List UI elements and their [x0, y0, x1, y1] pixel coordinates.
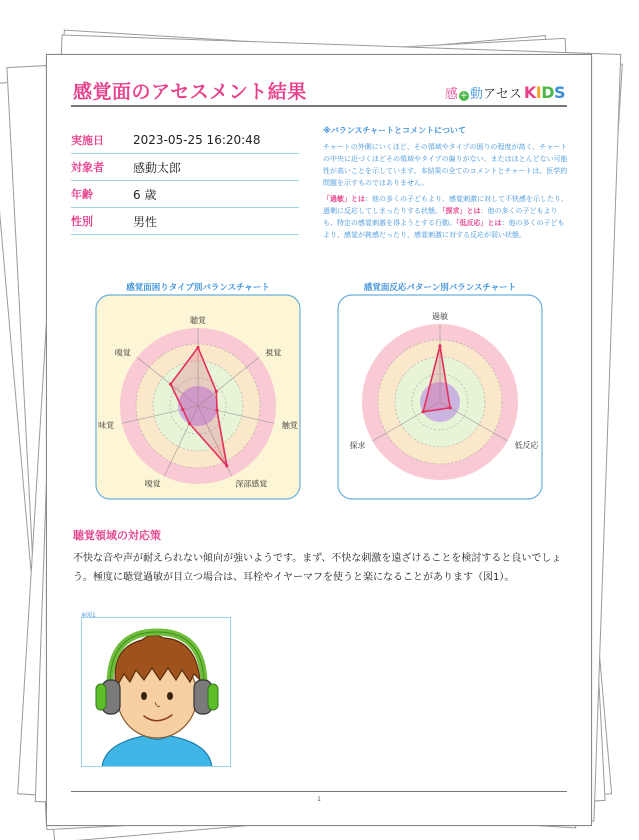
page-title: 感覚面のアセスメント結果: [73, 81, 307, 103]
note-title: ※バランスチャートとコメントについて: [323, 126, 466, 135]
chart1-axis-label: 味覚: [98, 421, 115, 431]
section-body: 不快な音や声が耐えられない傾向が強いようです。まず、不快な刺激を遠ざけることを検討すると良いでしょう。極度に聴覚過敏が目立つ場合は、耳栓やイヤーマフを使うと楽になることがあります（図1）。: [73, 553, 562, 583]
logo-asesu: アセス: [482, 87, 522, 102]
boy-right-eye: [167, 692, 173, 700]
chart2-axis-label: 過敏: [432, 312, 448, 321]
type-balance-radar-chart: [95, 294, 301, 500]
boy-with-earmuffs-illustration: [82, 618, 231, 767]
footer-divider: [71, 791, 567, 792]
chart1-data-point: [188, 422, 191, 425]
chart1-axis-label: 嗅覚: [144, 479, 161, 489]
chart1-title: 感覚面困りタイプ別バランスチャート: [126, 283, 270, 293]
term-tankyu: 「探求」とは: [442, 207, 481, 215]
chart1-data-point: [196, 346, 199, 349]
page-number: 1: [317, 796, 321, 803]
chart2-data-point: [422, 410, 425, 413]
info-row-gender: [71, 208, 299, 235]
term-teihannou: 「低反応」とは: [456, 219, 502, 227]
chart2-data-point: [449, 406, 452, 409]
chart-note: [323, 125, 569, 245]
desc-tankyu: ：他の多くの子どもよりも、特定の感覚刺激を得ようとする行動。: [323, 207, 558, 227]
note-paragraph: チャートの外側にいくほど、その領域やタイプの困りの程度が高く、チャートの中央に近づくほどその領域やタイプの偏りがない、またはほとんどない可能性が高いことを示しています。本結果の全てのコメントとチャートは、医学的問題を示すものではありません。: [323, 143, 568, 187]
info-value: 6 歳: [133, 187, 157, 202]
info-label: 対象者: [71, 161, 104, 174]
chart1-data-point: [181, 408, 184, 411]
chart1-axis-label: 嗅覚: [114, 348, 131, 358]
logo-kids: [524, 83, 565, 102]
chart2-axis-label: 低反応: [514, 441, 539, 450]
chart1-data-point: [169, 383, 172, 386]
info-value: 感動太郎: [133, 160, 182, 175]
chart1-data-point: [215, 390, 218, 393]
logo-kan: 感: [444, 87, 458, 102]
boy-left-eye: [141, 692, 147, 700]
note-definitions: [323, 193, 569, 241]
info-value: 2023-05-25 16:20:48: [133, 133, 261, 147]
report-page: [46, 54, 592, 826]
info-row-subject: [71, 154, 299, 181]
chart1-axis-label: 聴覚: [190, 316, 206, 325]
logo-kids-s: S: [553, 83, 565, 102]
chart1-data-point: [225, 464, 228, 467]
boy-shirt: [102, 734, 212, 767]
pattern-balance-radar-chart: [337, 294, 543, 500]
info-label: 年齢: [71, 188, 93, 201]
info-row-date: [71, 127, 299, 154]
desc-teihannou: ：他の多くの子どもより、感覚が鈍感だったり、感覚刺激に対する反応が弱い状態。: [323, 219, 565, 239]
earmuff-right-outer: [208, 684, 218, 710]
logo-plus-icon: +: [460, 91, 468, 101]
earmuff-left-outer: [96, 684, 106, 710]
chart2-axis-label: 探求: [349, 441, 366, 450]
info-label: 性別: [71, 215, 93, 228]
info-label: 実施日: [71, 134, 104, 147]
chart1-axis-label: 深部感覚: [235, 479, 268, 489]
desc-kabin: ：他の多くの子どもより、感覚刺激に対して不快感を示したり、過剰に反応してしまったりする状態。: [323, 195, 568, 215]
term-kabin: 「過敏」とは: [323, 195, 365, 203]
info-value: 男性: [133, 214, 158, 229]
logo-kids-d: D: [541, 83, 554, 102]
chart1-axis-label: 視覚: [265, 348, 282, 358]
logo-kids-i: I: [535, 83, 542, 102]
chart1-data-point: [215, 409, 218, 412]
logo-dou: 動: [469, 87, 483, 102]
chart2-data-point: [438, 344, 441, 347]
info-row-age: [71, 181, 299, 208]
chart1-axis-label: 触覚: [281, 421, 298, 431]
subject-info: [71, 127, 299, 235]
logo-kids-k: K: [523, 83, 536, 102]
header-divider: [71, 105, 567, 107]
section-title: 聴覚領域の対応策: [73, 529, 161, 542]
figure-earmuff-boy: [81, 617, 231, 767]
brand-logo: [445, 83, 565, 102]
figure-caption: ※図1: [81, 612, 96, 619]
chart2-title: 感覚面反応パターン別バランスチャート: [363, 283, 517, 293]
